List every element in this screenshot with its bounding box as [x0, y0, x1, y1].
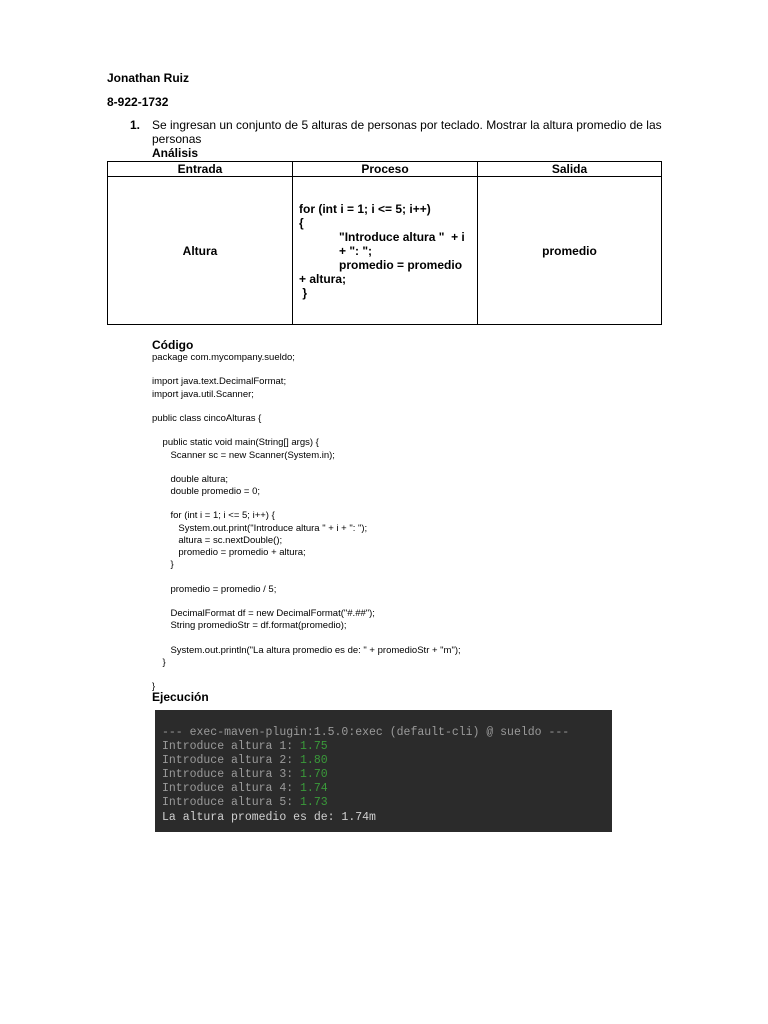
terminal-input-line	[162, 768, 328, 781]
input-value: 1.74	[300, 782, 328, 795]
analysis-title: Análisis	[152, 146, 199, 160]
code-line: package com.mycompany.sueldo;	[152, 352, 295, 363]
input-prompt: Introduce altura 3:	[162, 768, 301, 781]
code-line: String promedioStr = df.format(promedio);	[152, 620, 347, 632]
terminal-input-line	[162, 796, 328, 809]
code-line: double promedio = 0;	[152, 486, 260, 498]
code-line: }	[152, 559, 174, 571]
code-line: public static void main(String[] args) {	[152, 437, 319, 449]
terminal-input-line	[162, 740, 328, 753]
terminal-input-line	[162, 754, 328, 767]
question-text: Se ingresan un conjunto de 5 alturas de personas por teclado. Mostrar la altura promedio de las personas	[152, 118, 662, 146]
input-prompt: Introduce altura 5:	[162, 796, 301, 809]
terminal-output	[155, 710, 612, 832]
code-line: public class cincoAlturas {	[152, 412, 262, 424]
proceso-line: {	[299, 215, 304, 230]
terminal-header-line: --- exec-maven-plugin:1.5.0:exec (default-cli) @ sueldo ---	[162, 726, 570, 739]
terminal-input-line	[162, 782, 328, 795]
code-line	[152, 632, 461, 644]
code-line: Scanner sc = new Scanner(System.in);	[152, 449, 335, 461]
code-line	[152, 571, 461, 583]
col-proceso: Proceso	[293, 162, 478, 177]
proceso-line: for (int i = 1; i <= 5; i++)	[299, 201, 431, 216]
col-salida: Salida	[478, 162, 662, 177]
analysis-body-row	[108, 177, 662, 325]
salida-cell: promedio	[478, 177, 662, 325]
input-prompt: Introduce altura 4:	[162, 782, 301, 795]
proceso-line: + ": ";	[299, 243, 373, 258]
student-id: 8-922-1732	[107, 95, 169, 109]
code-line: }	[152, 681, 156, 693]
code-line: promedio = promedio / 5;	[152, 583, 277, 595]
input-prompt: Introduce altura 1:	[162, 740, 301, 753]
proceso-line: }	[299, 285, 308, 300]
analysis-table	[107, 161, 662, 325]
proceso-line: "Introduce altura " + i	[299, 229, 465, 244]
execution-title: Ejecución	[152, 690, 209, 704]
code-line: System.out.println("La altura promedio es de: " + promedioStr + "m");	[152, 644, 461, 656]
code-line: altura = sc.nextDouble();	[152, 534, 283, 546]
analysis-header-row	[108, 162, 662, 177]
proceso-line: + altura;	[299, 271, 347, 286]
input-value: 1.75	[300, 740, 328, 753]
input-value: 1.70	[300, 768, 328, 781]
code-line	[152, 425, 461, 437]
code-line: }	[152, 656, 166, 668]
code-line: promedio = promedio + altura;	[152, 547, 306, 558]
code-line: double altura;	[152, 473, 229, 485]
terminal-result-line: La altura promedio es de: 1.74m	[162, 811, 376, 824]
code-title: Código	[152, 338, 194, 352]
code-line: DecimalFormat df = new DecimalFormat("#.##");	[152, 607, 375, 619]
entrada-cell: Altura	[108, 177, 293, 325]
proceso-line: promedio = promedio	[299, 257, 463, 272]
code-line: import java.util.Scanner;	[152, 388, 254, 400]
input-prompt: Introduce altura 2:	[162, 754, 301, 767]
code-line	[152, 596, 461, 608]
question-number: 1.	[130, 118, 141, 132]
input-value: 1.80	[300, 754, 328, 767]
code-listing	[152, 352, 461, 693]
proceso-cell	[293, 177, 478, 325]
code-line	[152, 498, 461, 510]
code-line	[152, 401, 461, 413]
input-value: 1.73	[300, 796, 328, 809]
code-line: for (int i = 1; i <= 5; i++) {	[152, 510, 275, 522]
code-line: import java.text.DecimalFormat;	[152, 376, 287, 388]
code-line	[152, 669, 461, 681]
code-line: System.out.print("Introduce altura " + i + ": ");	[152, 522, 368, 534]
student-name: Jonathan Ruiz	[107, 71, 190, 85]
col-entrada: Entrada	[108, 162, 293, 177]
code-line	[152, 364, 461, 376]
code-line	[152, 462, 461, 474]
